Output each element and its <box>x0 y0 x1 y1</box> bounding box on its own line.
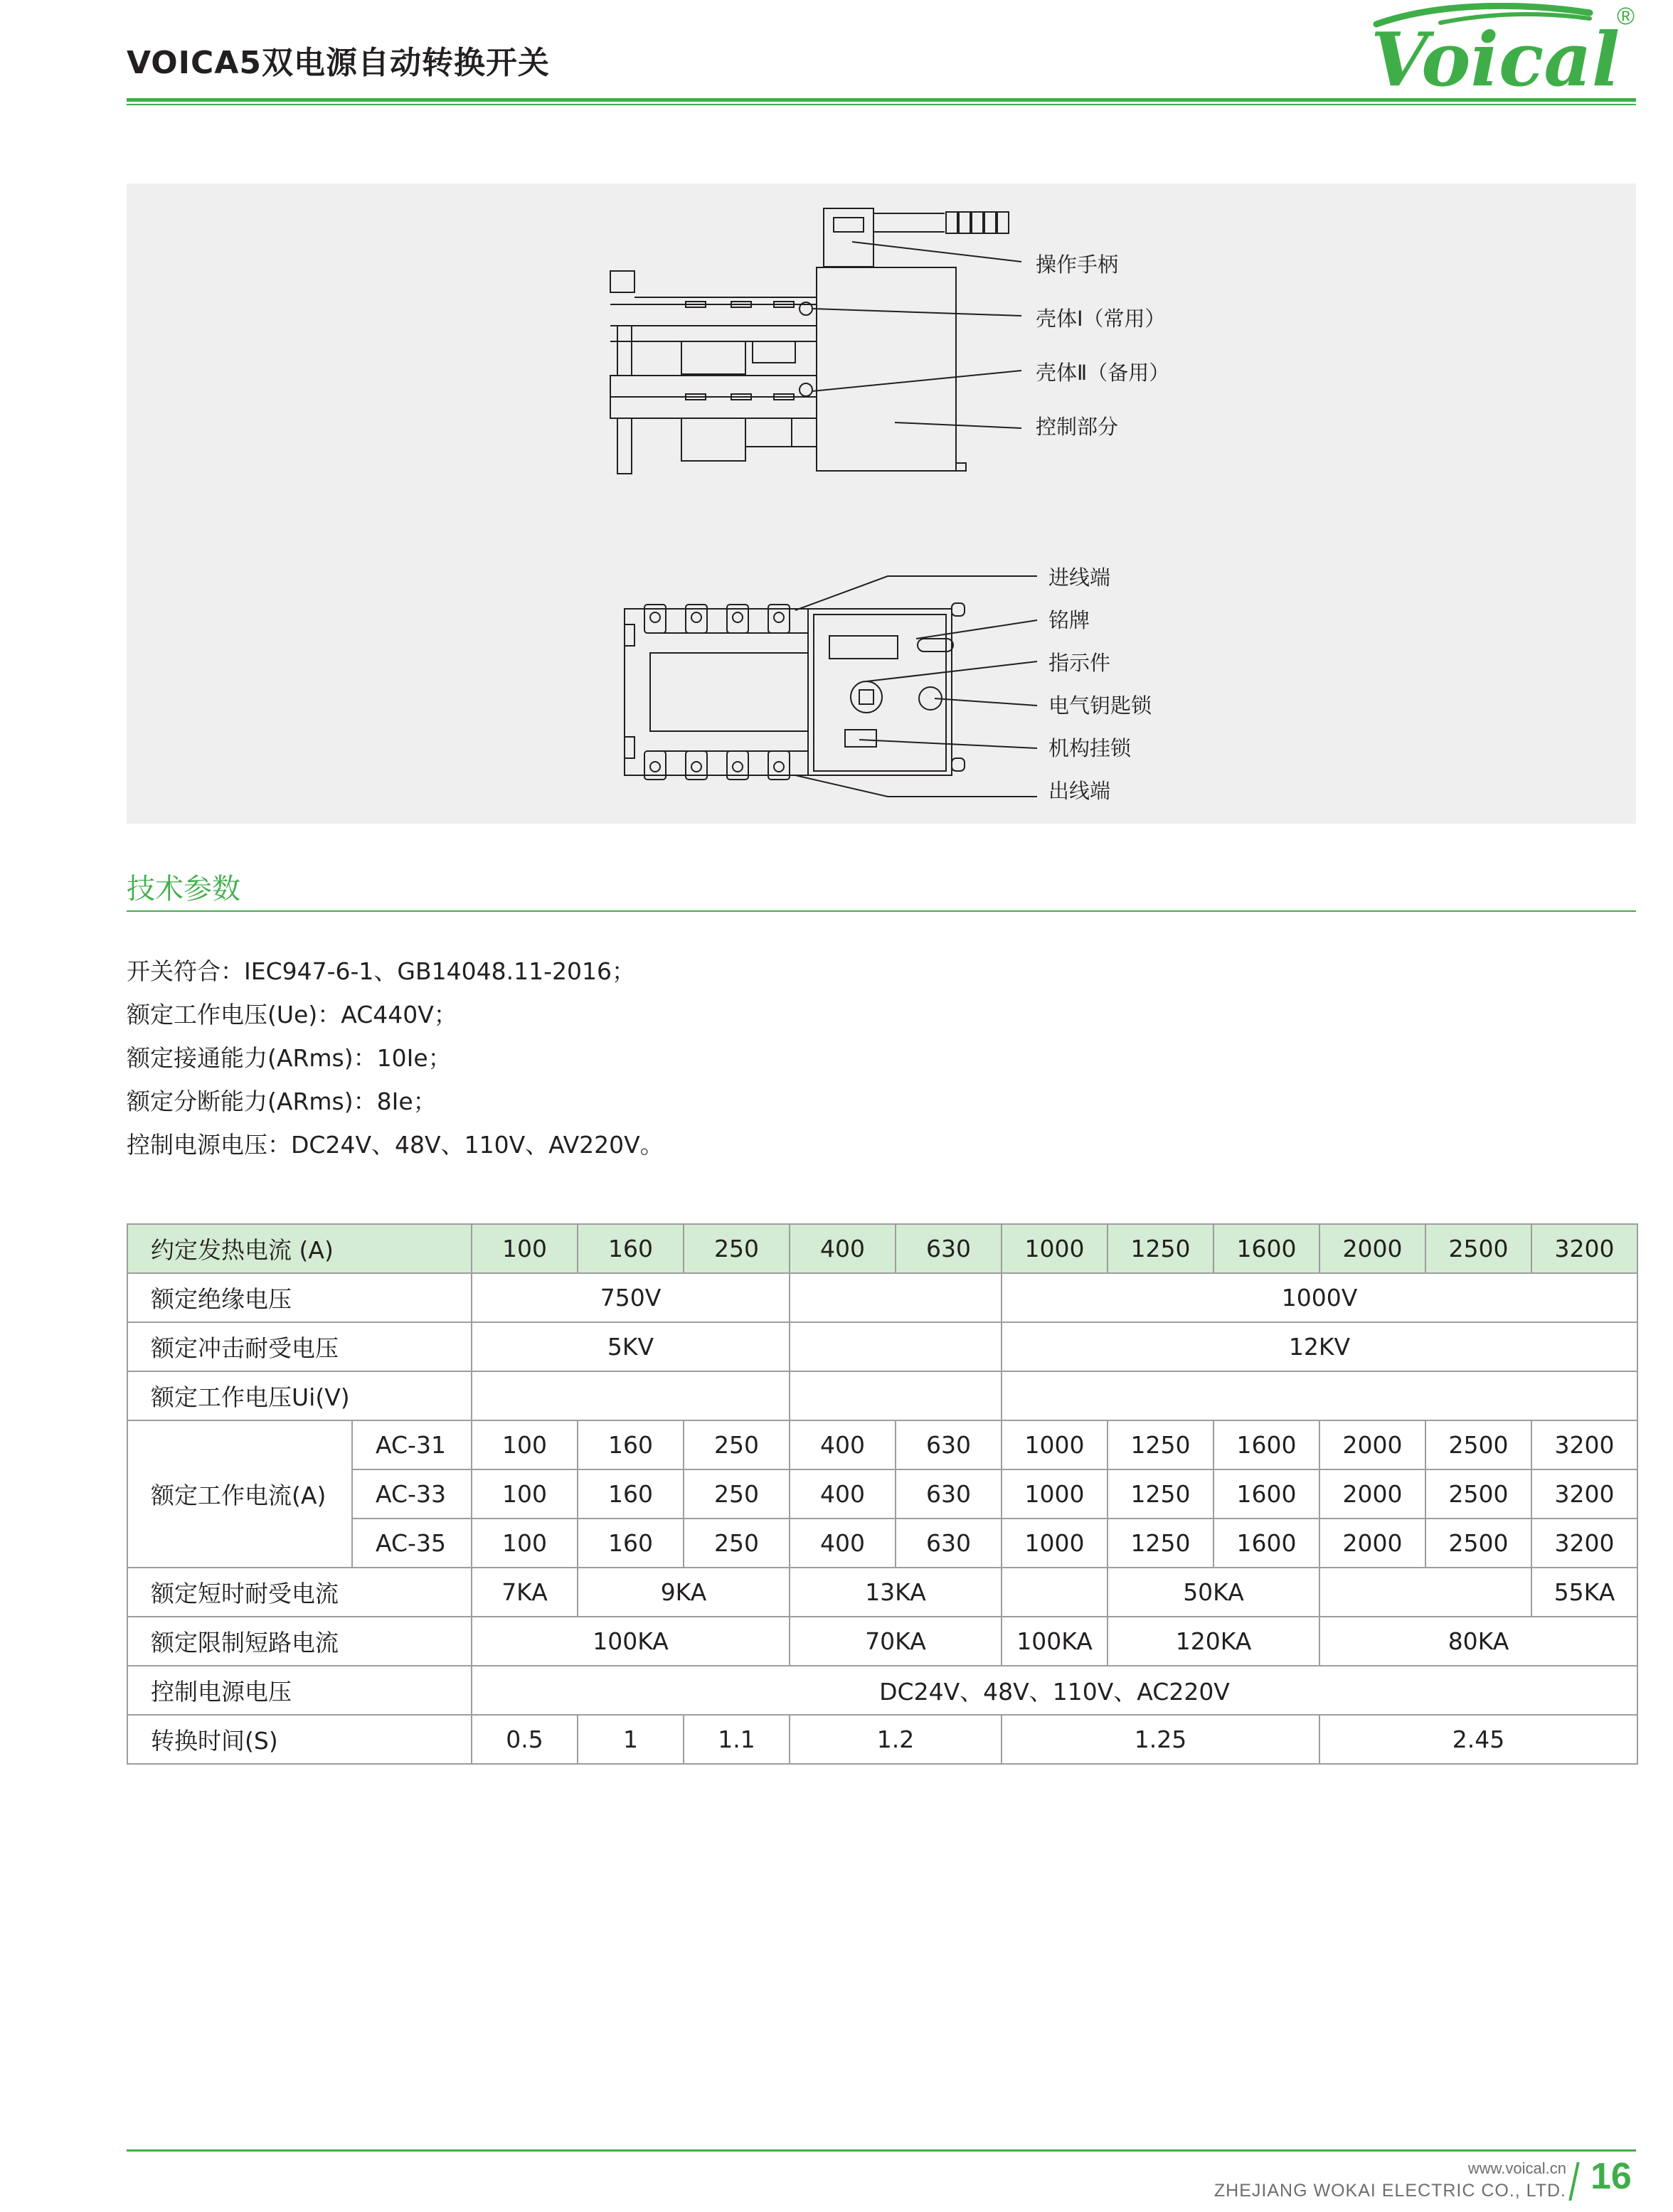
table-header-row <box>127 1224 1637 1273</box>
spec-rated-voltage: 额定工作电压(Ue)：AC440V； <box>127 1001 457 1028</box>
table-cell: 2500 <box>1425 1469 1531 1519</box>
label-electric-key-lock: 电气钥匙锁 <box>1048 693 1152 718</box>
table-cell: 3200 <box>1531 1420 1637 1469</box>
row-label: 转换时间(S) <box>127 1715 472 1764</box>
table-cell: 400 <box>790 1420 896 1469</box>
top-view-drawing <box>610 208 1021 474</box>
label-shell-1: 壳体Ⅰ（常用） <box>1036 307 1166 331</box>
rating-cell: 1250 <box>1108 1224 1213 1273</box>
table-cell: 100 <box>472 1469 578 1519</box>
table-cell: 1 <box>578 1715 684 1764</box>
table-row <box>127 1715 1637 1764</box>
table-cell: 1600 <box>1213 1420 1319 1469</box>
product-diagram-panel <box>127 184 1636 824</box>
table-cell: 630 <box>896 1469 1002 1519</box>
rating-cell: 1000 <box>1002 1224 1108 1273</box>
table-row <box>127 1420 1637 1469</box>
header-rule-thin <box>127 104 1636 105</box>
table-row <box>127 1519 1637 1568</box>
svg-text:Voical: Voical <box>1371 16 1620 94</box>
table-cell: 630 <box>896 1519 1002 1568</box>
table-row <box>127 1469 1637 1519</box>
footer-company: ZHEJIANG WOKAI ELECTRIC CO., LTD. <box>1213 2181 1566 2201</box>
table-row <box>127 1322 1637 1371</box>
front-view-drawing <box>625 576 1037 797</box>
label-outgoing-terminal: 出线端 <box>1048 779 1111 803</box>
table-cell: 2500 <box>1425 1519 1531 1568</box>
table-cell: 1000 <box>1002 1469 1108 1519</box>
document-title: VOICA5双电源自动转换开关 <box>127 45 551 81</box>
table-cell: 120KA <box>1108 1617 1319 1666</box>
spec-breaking-capacity: 额定分断能力(ARms)：8Ie； <box>127 1088 437 1115</box>
table-cell: 1000 <box>1002 1519 1108 1568</box>
rating-cell: 160 <box>578 1224 684 1273</box>
table-cell-empty <box>790 1322 1002 1371</box>
row-label: 额定工作电流(A) <box>127 1420 352 1568</box>
table-cell: 5KV <box>472 1322 790 1371</box>
table-cell: 2000 <box>1319 1420 1425 1469</box>
spec-control-voltage: 控制电源电压：DC24V、48V、110V、AV220V。 <box>127 1131 664 1159</box>
label-incoming-terminal: 进线端 <box>1048 565 1111 590</box>
table-row <box>127 1371 1637 1420</box>
row-label: 额定限制短路电流 <box>127 1617 472 1666</box>
table-cell-empty <box>790 1273 1002 1322</box>
table-cell: 100KA <box>1002 1617 1108 1666</box>
table-cell-empty <box>1319 1568 1531 1617</box>
table-cell: 1.25 <box>1002 1715 1319 1764</box>
table-cell: 3200 <box>1531 1519 1637 1568</box>
rating-cell: 630 <box>896 1224 1002 1273</box>
rating-cell: 3200 <box>1531 1224 1637 1273</box>
spec-making-capacity: 额定接通能力(ARms)：10Ie； <box>127 1044 452 1072</box>
table-cell: 3200 <box>1531 1469 1637 1519</box>
table-cell: 100 <box>472 1519 578 1568</box>
table-cell: 160 <box>578 1420 684 1469</box>
row-label: 额定工作电压Ui(V) <box>127 1371 472 1420</box>
table-cell: 1250 <box>1108 1469 1213 1519</box>
switch-line-drawing <box>127 184 1636 824</box>
table-cell: 50KA <box>1108 1568 1319 1617</box>
label-padlock: 机构挂锁 <box>1048 736 1132 760</box>
section-rule <box>127 910 1636 912</box>
table-cell: 2000 <box>1319 1469 1425 1519</box>
table-cell: 1600 <box>1213 1519 1319 1568</box>
table-cell: 1.1 <box>684 1715 790 1764</box>
voical-logo <box>1355 3 1640 94</box>
footer-url: www.voical.cn <box>1467 2159 1566 2177</box>
table-cell: 2.45 <box>1319 1715 1637 1764</box>
table-cell: 2000 <box>1319 1519 1425 1568</box>
table-cell: DC24V、48V、110V、AC220V <box>472 1666 1637 1715</box>
label-indicator: 指示件 <box>1048 651 1111 675</box>
label-shell-2: 壳体Ⅱ（备用） <box>1036 361 1170 385</box>
label-nameplate: 铭牌 <box>1048 608 1090 632</box>
utilization-category: AC-35 <box>352 1519 472 1568</box>
table-cell-empty <box>790 1371 1002 1420</box>
table-cell-empty <box>1002 1371 1637 1420</box>
rating-cell: 400 <box>790 1224 896 1273</box>
table-cell: 80KA <box>1319 1617 1637 1666</box>
table-cell: 1250 <box>1108 1519 1213 1568</box>
table-cell: 160 <box>578 1519 684 1568</box>
table-cell-empty <box>472 1371 790 1420</box>
table-cell: 2500 <box>1425 1420 1531 1469</box>
table-cell: 70KA <box>790 1617 1002 1666</box>
table-cell: 250 <box>684 1420 790 1469</box>
table-cell: 55KA <box>1531 1568 1637 1617</box>
table-cell: 12KV <box>1002 1322 1637 1371</box>
table-row <box>127 1666 1637 1715</box>
row-label: 控制电源电压 <box>127 1666 472 1715</box>
svg-text:®: ® <box>1617 3 1635 30</box>
header-label: 约定发热电流 (A) <box>127 1224 472 1273</box>
label-operating-handle: 操作手柄 <box>1036 252 1119 277</box>
rating-cell: 250 <box>684 1224 790 1273</box>
row-label: 额定冲击耐受电压 <box>127 1322 472 1371</box>
table-cell: 400 <box>790 1469 896 1519</box>
table-cell: 1000V <box>1002 1273 1637 1322</box>
table-row <box>127 1568 1637 1617</box>
rating-cell: 2000 <box>1319 1224 1425 1273</box>
table-cell: 9KA <box>578 1568 790 1617</box>
utilization-category: AC-31 <box>352 1420 472 1469</box>
spec-standard: 开关符合：IEC947-6-1、GB14048.11-2016； <box>127 957 635 985</box>
table-row <box>127 1273 1637 1322</box>
row-label: 额定绝缘电压 <box>127 1273 472 1322</box>
section-title: 技术参数 <box>127 873 240 905</box>
footer-rule <box>127 2149 1636 2152</box>
header-rule <box>127 98 1636 102</box>
label-control-unit: 控制部分 <box>1036 415 1119 439</box>
table-cell: 400 <box>790 1519 896 1568</box>
table-cell: 1000 <box>1002 1420 1108 1469</box>
table-row <box>127 1617 1637 1666</box>
rating-cell: 2500 <box>1425 1224 1531 1273</box>
rating-cell: 100 <box>472 1224 578 1273</box>
table-cell: 1250 <box>1108 1420 1213 1469</box>
table-cell: 0.5 <box>472 1715 578 1764</box>
page-number: 16 <box>1590 2156 1632 2197</box>
table-cell: 1600 <box>1213 1469 1319 1519</box>
table-cell: 1.2 <box>790 1715 1002 1764</box>
table-cell: 630 <box>896 1420 1002 1469</box>
table-cell: 250 <box>684 1519 790 1568</box>
table-cell-empty <box>1002 1568 1108 1617</box>
utilization-category: AC-33 <box>352 1469 472 1519</box>
table-cell: 100KA <box>472 1617 790 1666</box>
table-cell: 160 <box>578 1469 684 1519</box>
table-cell: 100 <box>472 1420 578 1469</box>
footer-divider <box>1568 2162 1579 2201</box>
rating-cell: 1600 <box>1213 1224 1319 1273</box>
technical-parameters-table <box>127 1223 1638 1765</box>
table-cell: 250 <box>684 1469 790 1519</box>
table-cell: 7KA <box>472 1568 578 1617</box>
table-cell: 750V <box>472 1273 790 1322</box>
row-label: 额定短时耐受电流 <box>127 1568 472 1617</box>
table-cell: 13KA <box>790 1568 1002 1617</box>
